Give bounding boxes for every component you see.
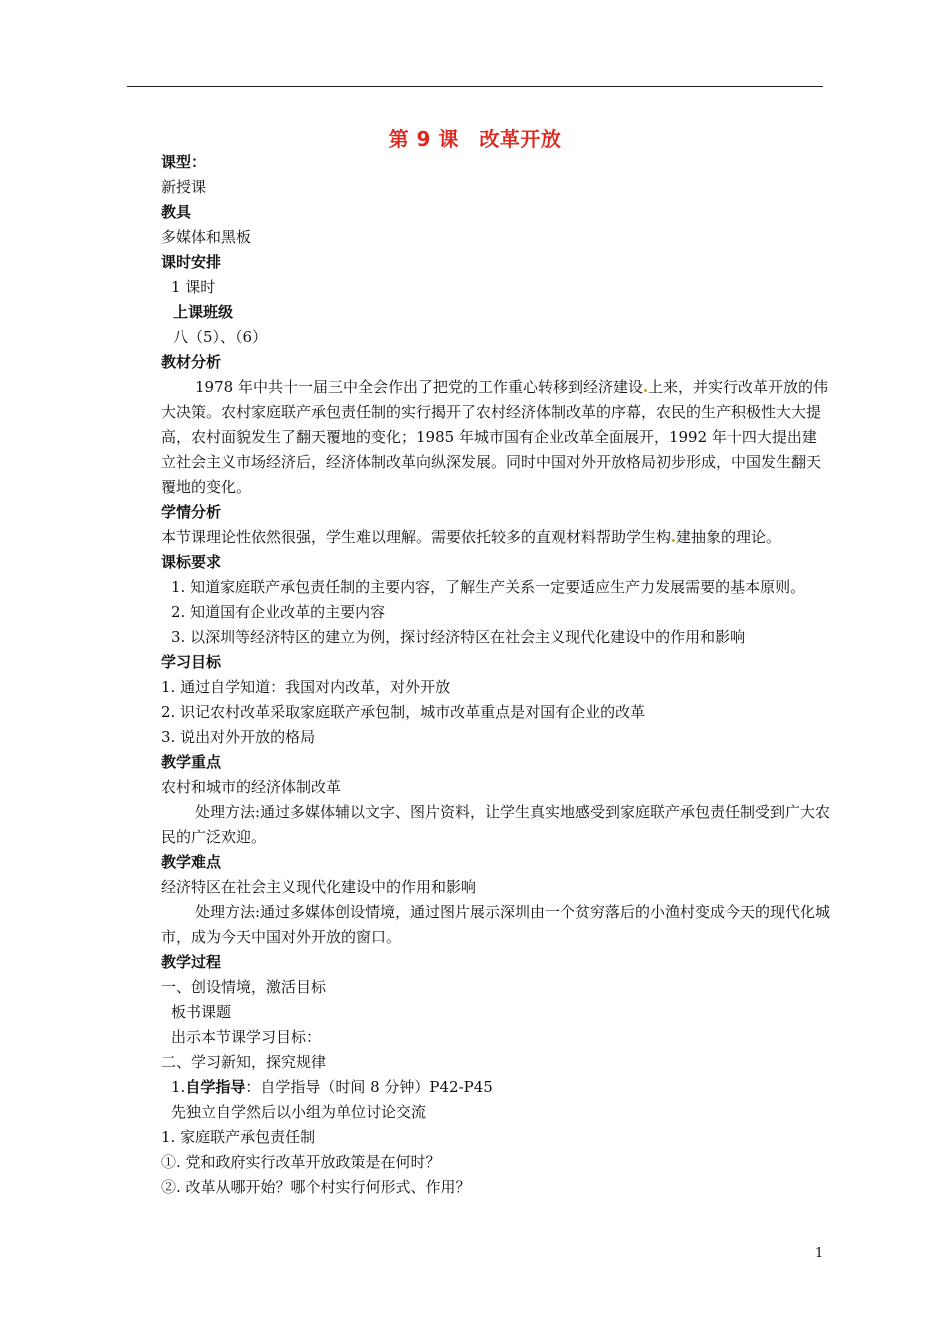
self-study-label: 自学指导 — [185, 1078, 246, 1096]
heading-difficulties: 教学难点 — [161, 853, 222, 871]
heading-student-analysis: 学情分析 — [161, 503, 222, 521]
question-1: ①. 党和政府实行改革开放政策是在何时？ — [161, 1153, 441, 1171]
heading-class-hours: 课时安排 — [161, 253, 222, 271]
question-title: 1. 家庭联产承包责任制 — [161, 1128, 316, 1146]
heading-teaching-aids: 教具 — [161, 203, 192, 221]
lesson-title: 第 9 课 改革开放 — [388, 127, 562, 151]
question-2: ②. 改革从哪开始？哪个村实行何形式、作用？ — [161, 1178, 471, 1196]
self-study-guide — [161, 1075, 831, 1100]
heading-classes: 上课班级 — [173, 303, 234, 321]
heading-lesson-type: 课型： — [161, 153, 207, 171]
key-points-value: 农村和城市的经济体制改革 — [161, 778, 342, 796]
heading-key-points: 教学重点 — [161, 753, 222, 771]
lesson-type-value: 新授课 — [161, 178, 207, 196]
learning-goal-2: 2. 识记农村改革采取家庭联产承包制，城市改革重点是对国有企业的改革 — [161, 703, 646, 721]
teaching-aids-value: 多媒体和黑板 — [161, 228, 252, 246]
textbook-analysis-part-a: 1978 年中共十一届三中全会作出了把党的工作重心转移到经济建设 — [195, 378, 643, 396]
curriculum-item-2: 2. 知道国有企业改革的主要内容 — [171, 603, 386, 621]
classes-value: 八（5）、（6） — [173, 328, 268, 346]
process-step-1-a: 板书课题 — [171, 1003, 232, 1021]
self-study-sub: 先独立自学然后以小组为单位讨论交流 — [171, 1103, 427, 1121]
process-step-2: 二、学习新知，探究规律 — [161, 1053, 327, 1071]
textbook-analysis-part-b: 上来，并实行改革开放的伟大决策。农村家庭联产承包责任制的实行揭开了农村经济体制改革的序幕，农民的生产积极性大大提高，农村面貌发生了翻天覆地的变化；1985 年城市国有企业改革全面展开，1992 年十四大提出建立社会主义市场经济后，经济体制改革向纵深发展。同时中国对外开放格局初步形成，中国发生翻天覆地的变化。 — [161, 378, 828, 496]
difficulties-method: 处理方法:通过多媒体创设情境，通过图片展示深圳由一个贫穷落后的小渔村变成今天的现代化城市，成为今天中国对外开放的窗口。 — [161, 903, 831, 946]
lesson-content — [161, 150, 831, 1200]
heading-learning-goals: 学习目标 — [161, 653, 222, 671]
dot-mark-icon — [644, 389, 647, 392]
curriculum-item-3: 3. 以深圳等经济特区的建立为例，探讨经济特区在社会主义现代化建设中的作用和影响 — [171, 628, 746, 646]
page-number: 1 — [815, 1246, 824, 1261]
dot-mark-icon — [672, 539, 675, 542]
textbook-analysis-text — [161, 375, 831, 500]
class-hours-value: 1 课时 — [171, 278, 216, 296]
heading-curriculum-standards: 课标要求 — [161, 553, 222, 571]
header-rule — [127, 86, 823, 87]
student-analysis-part-b: 建抽象的理论。 — [676, 528, 782, 546]
curriculum-item-1: 1. 知道家庭联产承包责任制的主要内容，了解生产关系一定要适应生产力发展需要的基本原则。 — [171, 578, 806, 596]
self-study-text: ：自学指导（时间 8 分钟）P42-P45 — [245, 1078, 493, 1096]
difficulties-value: 经济特区在社会主义现代化建设中的作用和影响 — [161, 878, 477, 896]
heading-teaching-process: 教学过程 — [161, 953, 222, 971]
process-step-1: 一、创设情境，激活目标 — [161, 978, 327, 996]
process-step-1-b: 出示本节课学习目标： — [171, 1028, 322, 1046]
key-points-method: 处理方法:通过多媒体辅以文字、图片资料，让学生真实地感受到家庭联产承包责任制受到广大农民的广泛欢迎。 — [161, 803, 831, 846]
student-analysis-part-a: 本节课理论性依然很强，学生难以理解。需要依托较多的直观材料帮助学生构 — [161, 528, 672, 546]
self-study-number: 1. — [171, 1078, 186, 1096]
student-analysis-text — [161, 525, 831, 550]
heading-textbook-analysis: 教材分析 — [161, 353, 222, 371]
learning-goal-3: 3. 说出对外开放的格局 — [161, 728, 316, 746]
learning-goal-1: 1. 通过自学知道：我国对内改革，对外开放 — [161, 678, 451, 696]
